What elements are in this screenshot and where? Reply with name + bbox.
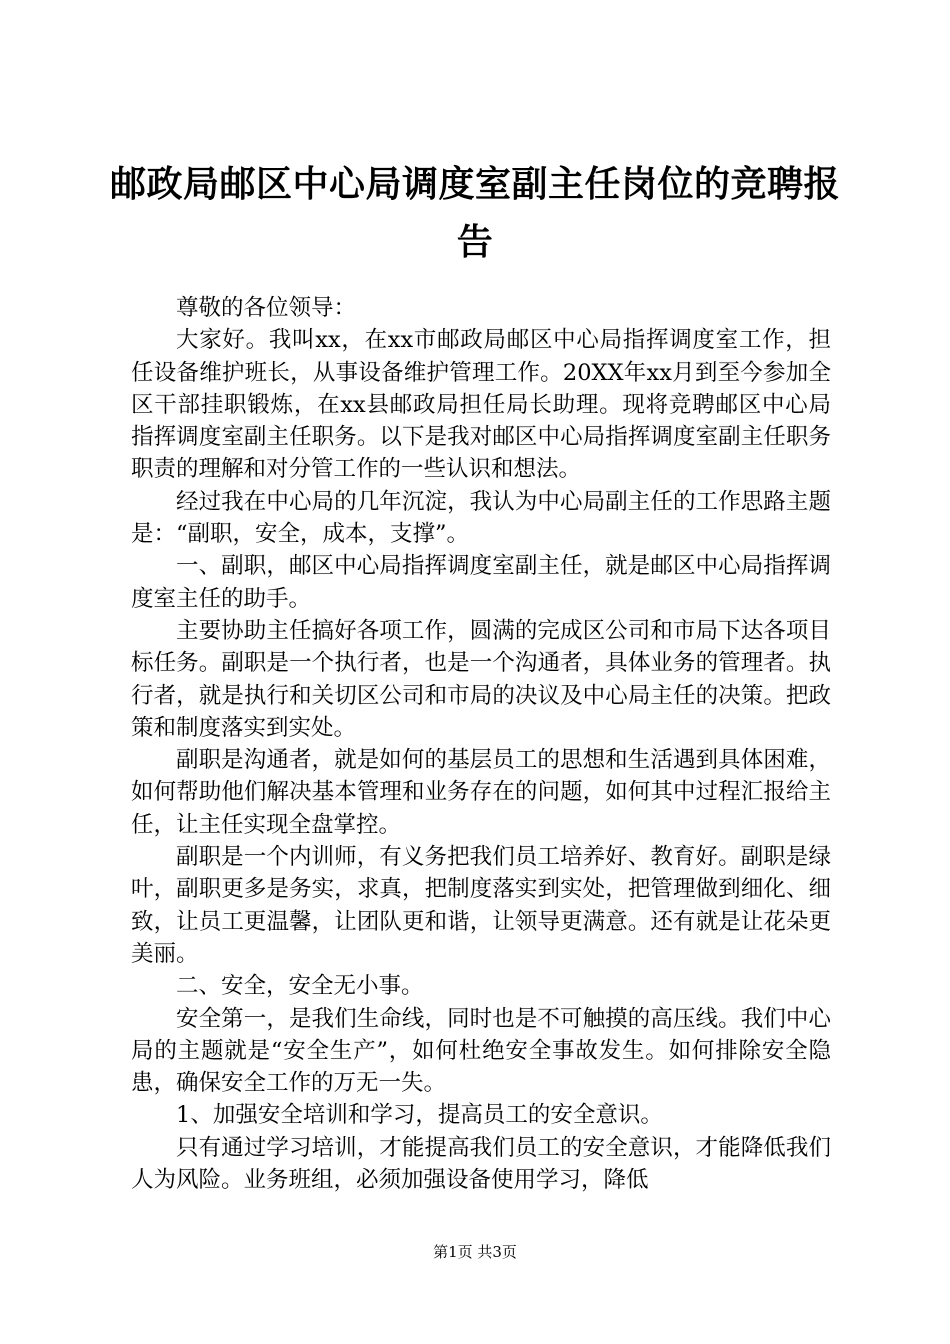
document-title: 邮政局邮区中心局调度室副主任岗位的竞聘报告 <box>110 164 841 263</box>
page-number: 第1页 共3页 <box>433 1243 517 1261</box>
paragraph: 大家好。我叫xx，在xx市邮政局邮区中心局指挥调度室工作，担任设备维护班长，从事设备维护管理工作。20XX年xx月到至今参加全区干部挂职锻炼，在xx县邮政局担任局长助理。现将竞聘邮区中心局指挥调度室副主任职务。以下是我对邮区中心局指挥调度室副主任职务职责的理解和对分管工作的一些认识和想法。 <box>131 327 831 483</box>
paragraph: 经过我在中心局的几年沉淀，我认为中心局副主任的工作思路主题是：“副职，安全，成本，支撑”。 <box>131 488 831 548</box>
paragraph: 主要协助主任搞好各项工作，圆满的完成区公司和市局下达各项目标任务。副职是一个执行者，也是一个沟通者，具体业务的管理者。执行者，就是执行和关切区公司和市局的决议及中心局主任的决策。把政策和制度落实到实处。 <box>131 617 831 741</box>
document-body <box>131 292 831 1196</box>
paragraph: 只有通过学习培训，才能提高我们员工的安全意识，才能降低我们人为风险。业务班组，必须加强设备使用学习，降低 <box>131 1134 831 1194</box>
paragraph: 副职是沟通者，就是如何的基层员工的思想和生活遇到具体困难，如何帮助他们解决基本管理和业务存在的问题，如何其中过程汇报给主任，让主任实现全盘掌控。 <box>131 747 831 838</box>
paragraph: 副职是一个内训师，有义务把我们员工培养好、教育好。副职是绿叶，副职更多是务实，求真，把制度落实到实处，把管理做到细化、细致，让员工更温馨，让团队更和谐，让领导更满意。还有就是让花朵更美丽。 <box>131 844 831 967</box>
paragraph: 二、安全，安全无小事。 <box>176 973 424 1000</box>
paragraph: 1、加强安全培训和学习，提高员工的安全意识。 <box>176 1102 663 1129</box>
paragraph: 一、副职，邮区中心局指挥调度室副主任，就是邮区中心局指挥调度室主任的助手。 <box>131 553 831 612</box>
paragraph-salutation: 尊敬的各位领导： <box>176 295 357 321</box>
paragraph: 安全第一，是我们生命线，同时也是不可触摸的高压线。我们中心局的主题就是“安全生产”，如何杜绝安全事故发生。如何排除安全隐患，确保安全工作的万无一失。 <box>131 1005 831 1097</box>
